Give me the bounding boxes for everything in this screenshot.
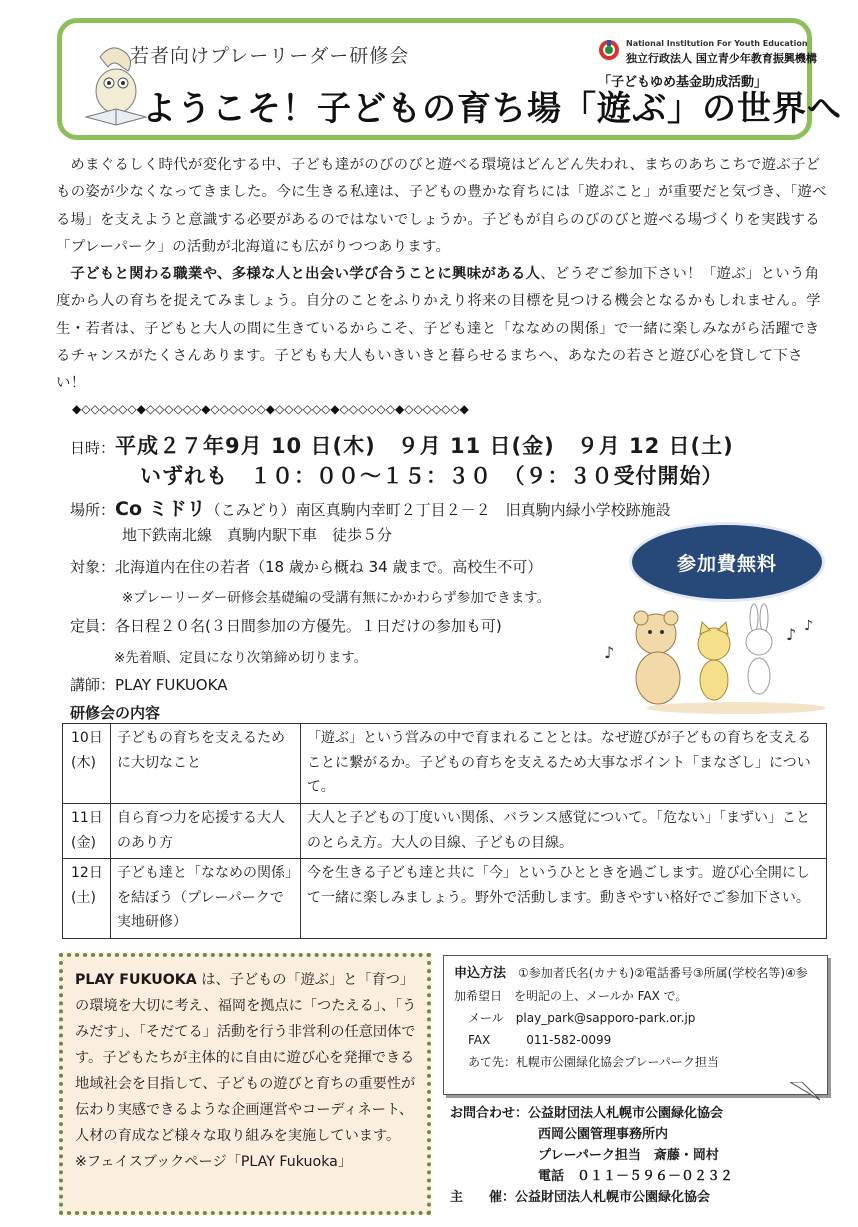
theme-cell: 自ら育つ力を応援する大人のあり方 (111, 804, 301, 859)
intro-emphasis: 子どもと関わる職業や、多様な人と出会い学び合うことに興味がある人 (70, 266, 541, 283)
target-row (70, 556, 542, 577)
header-banner (57, 18, 842, 140)
host-org: 公益財団法人札幌市公園緑化協会 (515, 1190, 711, 1205)
contact-block (450, 1103, 733, 1208)
table-row (63, 804, 827, 859)
event-dates: 平成２７年9月 10 日(木) ９月 11 日(金) ９月 12 日(土) (115, 434, 734, 458)
play-fukuoka-description: は、子どもの「遊ぶ」と「育つ」の環境を大切に考え、福岡を拠点に「つたえる」、「うみだす」、「そだてる」活動を行う非営利の任意団体です。子どもたちが主体的に自由に遊び心を発揮できる地域社会を目指して、子どもの遊びと育ちの重要性が伝わり実感できるような企画運営やコーディネート、人材の育成など様々な取り組みを実施しています。 (75, 972, 417, 1144)
application-info (443, 955, 828, 1095)
intro-text (56, 152, 828, 398)
time-row (140, 460, 724, 490)
intro-paragraph-1: めまぐるしく時代が変化する中、子ども達がのびのびと遊べる環境はどんどん失われ、まちのあちこちで遊ぶ子どもの姿が少なくなってきました。今に生きる私達は、子どもの豊かな育ちには「遊ぶこと」が重要だと気づき、「遊べる場」を支えようと意識する必要があるのではないでしょうか。子どもが自らのびのびと遊べる場づくりを実践する「プレーパーク」の活動が北海道にも広がりつつあります。 (56, 157, 827, 255)
mail-address[interactable]: play_park@sapporo-park.or.jp (515, 1011, 696, 1025)
org-name-jp: 独立行政法人 国立青少年教育振興機構 (626, 52, 817, 65)
play-fukuoka-info (59, 953, 431, 1215)
theme-cell: 子ども達と「ななめの関係」を結ぼう（プレーパークで実地研修） (111, 859, 301, 939)
target-text: 北海道内在住の若者（18 歳から概ね 34 歳まで。高校生不可） (115, 558, 543, 576)
svg-text:♪: ♪ (804, 618, 813, 634)
apply-to: あて先：札幌市公園緑化協会プレーパーク担当 (468, 1055, 719, 1069)
capacity-note: ※先着順、定員になり次第締め切ります。 (114, 650, 368, 666)
org-emblem-icon (598, 39, 620, 61)
schedule-title: 研修会の内容 (70, 704, 161, 722)
diamond-divider: ◆◇◇◇◇◇◇◆◇◇◇◇◇◇◆◇◇◇◇◇◇◆◇◇◇◇◇◇◆◇◇◇◇◇◇◆◇◇◇◇◇◇◆ (72, 402, 469, 416)
lecturer-label: 講師： (70, 676, 116, 694)
contact-office: 西岡公園管理事務所内 (538, 1127, 669, 1142)
intro-paragraph-2 (56, 261, 828, 397)
play-fukuoka-name: PLAY FUKUOKA (75, 972, 197, 988)
place-row (70, 494, 671, 521)
dancing-animals-illustration (596, 600, 828, 715)
svg-text:♪: ♪ (604, 643, 615, 662)
mail-label: メール (468, 1011, 504, 1025)
contact-tel: 電話 ０１１－５９６－０２３２ (538, 1169, 734, 1184)
intro-paragraph-2-rest: 、どうぞご参加下さい！「遊ぶ」という角度から人の育ちを捉えてみましょう。自分のことをふりかえり将来の目標を見つける機会となるかもしれません。学生・若者は、子どもと大人の間に生きているからこそ、子ども達と「ななめの関係」で一緒に楽しみながら活躍できるチャンスがたくさんあります。子どもも大人もいきいきと暮らせるまちへ、あなたの若さと遊び心を貸して下さい！ (56, 266, 821, 392)
contact-org-line (450, 1103, 733, 1124)
contact-staff: プレーパーク担当 斎藤・岡村 (538, 1148, 719, 1163)
page-title: ようこそ！子どもの育ち場「遊ぶ」の世界へ (142, 89, 842, 129)
place-access: 地下鉄南北線 真駒内駅下車 徒歩５分 (122, 526, 393, 544)
day-cell: 10日(木) (63, 724, 111, 804)
fax-label: FAX (468, 1033, 491, 1047)
lecturer-row (70, 674, 227, 695)
day-cell: 12日(土) (63, 859, 111, 939)
event-time: いずれも １０：００～１５：３０ （９：３０受付開始） (140, 464, 724, 488)
place-label: 場所： (70, 501, 116, 519)
description-cell: 「遊ぶ」という営みの中で育まれることとは。なぜ遊びが子どもの育ちを支えることに繋がるか。子どもの育ちを支えるため大事なポイント「まなざし」について。 (301, 724, 827, 804)
contact-org: 公益財団法人札幌市公園緑化協会 (528, 1106, 724, 1121)
facebook-note: ※フェイスブックページ「PLAY Fukuoka」 (75, 1154, 353, 1170)
target-label: 対象： (70, 558, 116, 576)
header-subtitle: 若者向けプレーリーダー研修会 (130, 45, 410, 67)
fund-label: 「子どもゆめ基金助成活動」 (598, 75, 768, 90)
date-row (70, 430, 734, 460)
date-label: 日時： (70, 439, 116, 457)
theme-cell: 子どもの育ちを支えるために大切なこと (111, 724, 301, 804)
host-line (450, 1187, 733, 1208)
contact-label: お問合わせ： (450, 1106, 529, 1121)
place-address: （こみどり）南区真駒内幸町２丁目２－２ 旧真駒内緑小学校跡施設 (205, 501, 671, 519)
capacity-label: 定員： (70, 617, 116, 635)
capacity-text: 各日程２０名(３日間参加の方優先。１日だけの参加も可) (115, 617, 502, 635)
fax-number: 011-582-0099 (526, 1033, 612, 1047)
capacity-row (70, 615, 502, 636)
lecturer-name: PLAY FUKUOKA (115, 676, 228, 694)
apply-items-line (454, 962, 819, 1007)
svg-text:♪: ♪ (786, 625, 797, 644)
apply-mail-line (454, 1007, 819, 1029)
description-cell: 大人と子どもの丁度いい関係、バランス感覚について。「危ない」「まずい」ことのとらえ方。大人の目線、子どもの目線。 (301, 804, 827, 859)
apply-items: ①参加者氏名(カナも)②電話番号③所属(学校名等)④参加希望日 を明記の上、メールか FAX で。 (454, 966, 808, 1003)
target-note: ※プレーリーダー研修会基礎編の受講有無にかかわらず参加できます。 (122, 590, 551, 606)
table-row (63, 724, 827, 804)
day-cell: 11日(金) (63, 804, 111, 859)
free-fee-badge: 参加費無料 (632, 525, 822, 599)
place-name: Co ミドリ (115, 498, 206, 520)
schedule-table (62, 723, 827, 939)
host-label: 主 催： (450, 1190, 516, 1205)
table-row (63, 859, 827, 939)
apply-fax-line (454, 1029, 819, 1051)
speech-tail (790, 1082, 820, 1102)
apply-title: 申込方法 (454, 966, 507, 981)
description-cell: 今を生きる子ども達と共に「今」というひとときを過ごします。遊び心全開にして一緒に楽しみましょう。野外で活動します。動きやすい格好でご参加下さい。 (301, 859, 827, 939)
org-name-en: National Institution For Youth Education (626, 39, 808, 48)
